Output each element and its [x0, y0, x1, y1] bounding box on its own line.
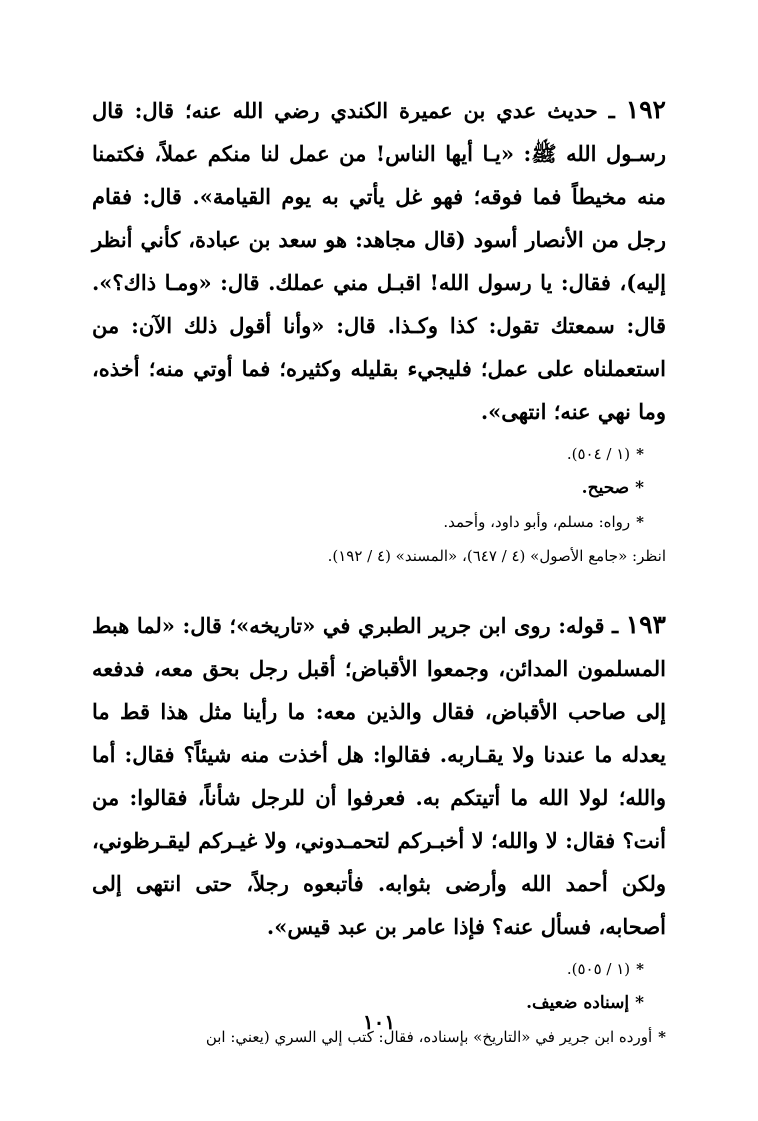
- asterisk-icon: *: [636, 960, 644, 978]
- hadith-192-body: حديث عدي بن عميرة الكندي رضي الله عنه؛ قال: قال رسـول الله ﷺ: «يـا أيها الناس! من عمل لنا منكم عملاً، فكتمنا منه مخيطاً فما فوقه؛ فهو غل يأتي به يوم القيامة». قال: فقام رجل من الأنصار أسود (قال مجاهد: هو سعد بن عبادة، كأني أنظر إليه)، فقال: يا رسول الله! اقبـل مني عملك. قال: «ومـا ذاك؟». قال: سمعتك تقول: كذا وكـذا. قال: «وأنا أقول ذلك الآن: من استعملناه على عمل؛ فليجيء بقليله وكثيره؛ فما أوتي منه؛ أخذه، وما نهي عنه؛ انتهى».: [92, 98, 666, 424]
- note-item: [92, 505, 666, 539]
- note-item: [92, 952, 666, 986]
- hadith-192: [92, 88, 666, 573]
- note-item: [92, 437, 666, 471]
- asterisk-icon: *: [635, 478, 644, 498]
- note-text: رواه: مسلم، وأبو داود، وأحمد.: [443, 513, 631, 531]
- note-text: صحيح.: [581, 478, 630, 498]
- hadith-192-dash: ـ: [597, 98, 626, 123]
- hadith-192-notes: [92, 437, 666, 573]
- hadith-193-text: [92, 603, 666, 948]
- page-number: ١٠١: [362, 1010, 396, 1034]
- hadith-193-body: قوله: روى ابن جرير الطبري في «تاريخه»؛ قال: «لما هبط المسلمون المدائن، وجمعوا الأقباض؛ أقبل رجل بحق معه، فدفعه إلى صاحب الأقباض، فقال والذين معه: ما رأينا مثل هذا قط ما يعدله ما عندنا ولا يقـاربه. فقالوا: هل أخذت منه شيئاً؟ فقال: أما والله؛ لولا الله ما أتيتكم به. فعرفوا أن للرجل شأناً، فقالوا: من أنت؟ فقال: لا والله؛ لا أخبـركم لتحمـدوني، ولا غيـركم ليقـرظوني، ولكن أحمد الله وأرضى بثوابه. فأتبعوه رجلاً، حتى انتهى إلى أصحابه، فسأل عنه؟ فإذا عامر بن عبد قيس».: [92, 613, 666, 939]
- asterisk-icon: *: [635, 993, 644, 1013]
- hadith-193-notes: [92, 952, 666, 1054]
- note-text: أورده ابن جرير في «التاريخ» بإسناده، فقال: كتب إلي السري (يعني: ابن: [205, 1028, 653, 1046]
- hadith-193-number: ١٩٣: [625, 610, 666, 639]
- note-item: [92, 539, 666, 573]
- hadith-192-number: ١٩٢: [625, 95, 666, 124]
- hadith-192-text: [92, 88, 666, 433]
- note-text: (١ / ٥٠٤).: [566, 445, 631, 463]
- hadith-193: [92, 603, 666, 1054]
- asterisk-icon: *: [636, 513, 644, 531]
- hadith-193-dash: ـ: [604, 613, 626, 638]
- note-item: [92, 471, 666, 505]
- note-text: إسناده ضعيف.: [526, 993, 630, 1013]
- note-text: انظر: «جامع الأصول» (٤ / ٦٤٧)، «المسند» (٤ / ١٩٢).: [327, 547, 666, 565]
- asterisk-icon: *: [658, 1028, 666, 1046]
- note-text: (١ / ٥٠٥).: [566, 960, 631, 978]
- asterisk-icon: *: [636, 445, 644, 463]
